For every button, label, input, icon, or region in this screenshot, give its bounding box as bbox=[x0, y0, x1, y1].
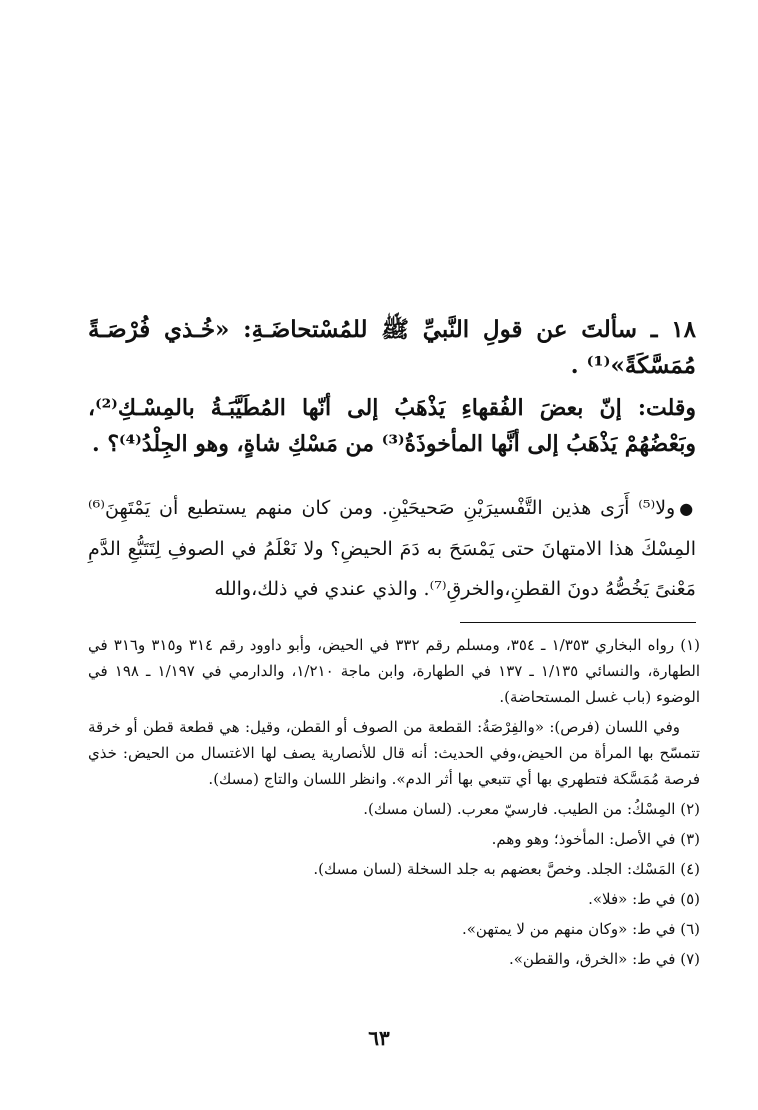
footnote-2: (٢) المِسْكُ: من الطيب. فارسيّ معرب. (لسان مسك). bbox=[363, 800, 700, 818]
question-heading: ١٨ ـ سألتَ عن قولِ النَّبيِّ ﷺ للمُسْتحاضَـةِ: «خُـذي فُرْصَـةً مُمَسَّكَةً»⁽¹⁾ . bbox=[88, 316, 696, 379]
footnotes bbox=[88, 632, 700, 976]
footnote-divider bbox=[460, 622, 696, 623]
footnote-6: (٦) في ط: «وكان منهم من لا يمتهن». bbox=[461, 920, 700, 938]
page-number: ٦٣ bbox=[368, 1026, 390, 1050]
footnote-4: (٤) المَسْك: الجلد. وخصَّ بعضهم به جلد السخلة (لسان مسك). bbox=[313, 860, 700, 878]
bullet-icon: ● bbox=[679, 499, 696, 518]
footnote-7: (٧) في ط: «الخرق، والقطن». bbox=[508, 950, 700, 968]
footnote-3: (٣) في الأصل: المأخوذ؛ وهو وهم. bbox=[491, 830, 700, 848]
commentary-paragraph bbox=[88, 488, 696, 609]
footnote-1: (١) رواه البخاري ١/٣٥٣ ـ ٣٥٤، ومسلم رقم ٣٣٢ في الحيض، وأبو داوود رقم ٣١٤ و٣١٥ و٣١٦ في الطهارة، والنسائي ١/١٣٥ ـ ١٣٧ في الطهارة، وابن ماجة ١/٢١٠، والدارمي في ١/١٩٧ ـ ١٩٨ في الوضوء (باب غسل المستحاضة). bbox=[88, 636, 701, 706]
footnote-1-continuation: وفي اللسان (فرص): «والفِرْصَةُ: القطعة من الصوف أو القطن، وقيل: هي قطعة قطن أو خرقة تتمسّح بها المرأة من الحيض،وفي الحديث: أنه قال للأنصارية يصف لها الاغتسال من الحيض: خذي فرصة مُمَسَّكة فتطهري بها أي تتبعي بها أثر الدم». وانظر اللسان والتاج (مسك). bbox=[88, 718, 700, 788]
footnote-5: (٥) في ط: «فلا». bbox=[588, 890, 700, 908]
question-statement: وقلت: إنّ بعضَ الفُقهاءِ يَذْهَبُ إلى أنّها المُطَيَّبَـةُ بالمِسْـكِ⁽²⁾، وبَعْضُهُمْ يَذْهَبُ إلى أنَّها المأخوذَةُ⁽³⁾ من مَسْكِ شاةٍ، وهو الجِلْدُ⁽⁴⁾؟ . bbox=[88, 395, 696, 457]
commentary-text: ولا⁽⁵⁾ أَرَى هذين التَّفْسيرَيْنِ صَحيحَيْنِ. ومن كان منهم يستطيع أن يَمْتَهِنَ⁽⁶⁾ المِسْكَ هذا الامتهانَ حتى يَمْسَحَ به دَمَ الحيضِ؟ ولا نَعْلَمُ في الصوفِ لِتَتَبُّعِ الدَّمِ مَعْنىً يَخُصُّهُ دونَ القطنِ،والخرقِ⁽⁷⁾. والذي عندي في ذلك،والله bbox=[88, 497, 696, 600]
